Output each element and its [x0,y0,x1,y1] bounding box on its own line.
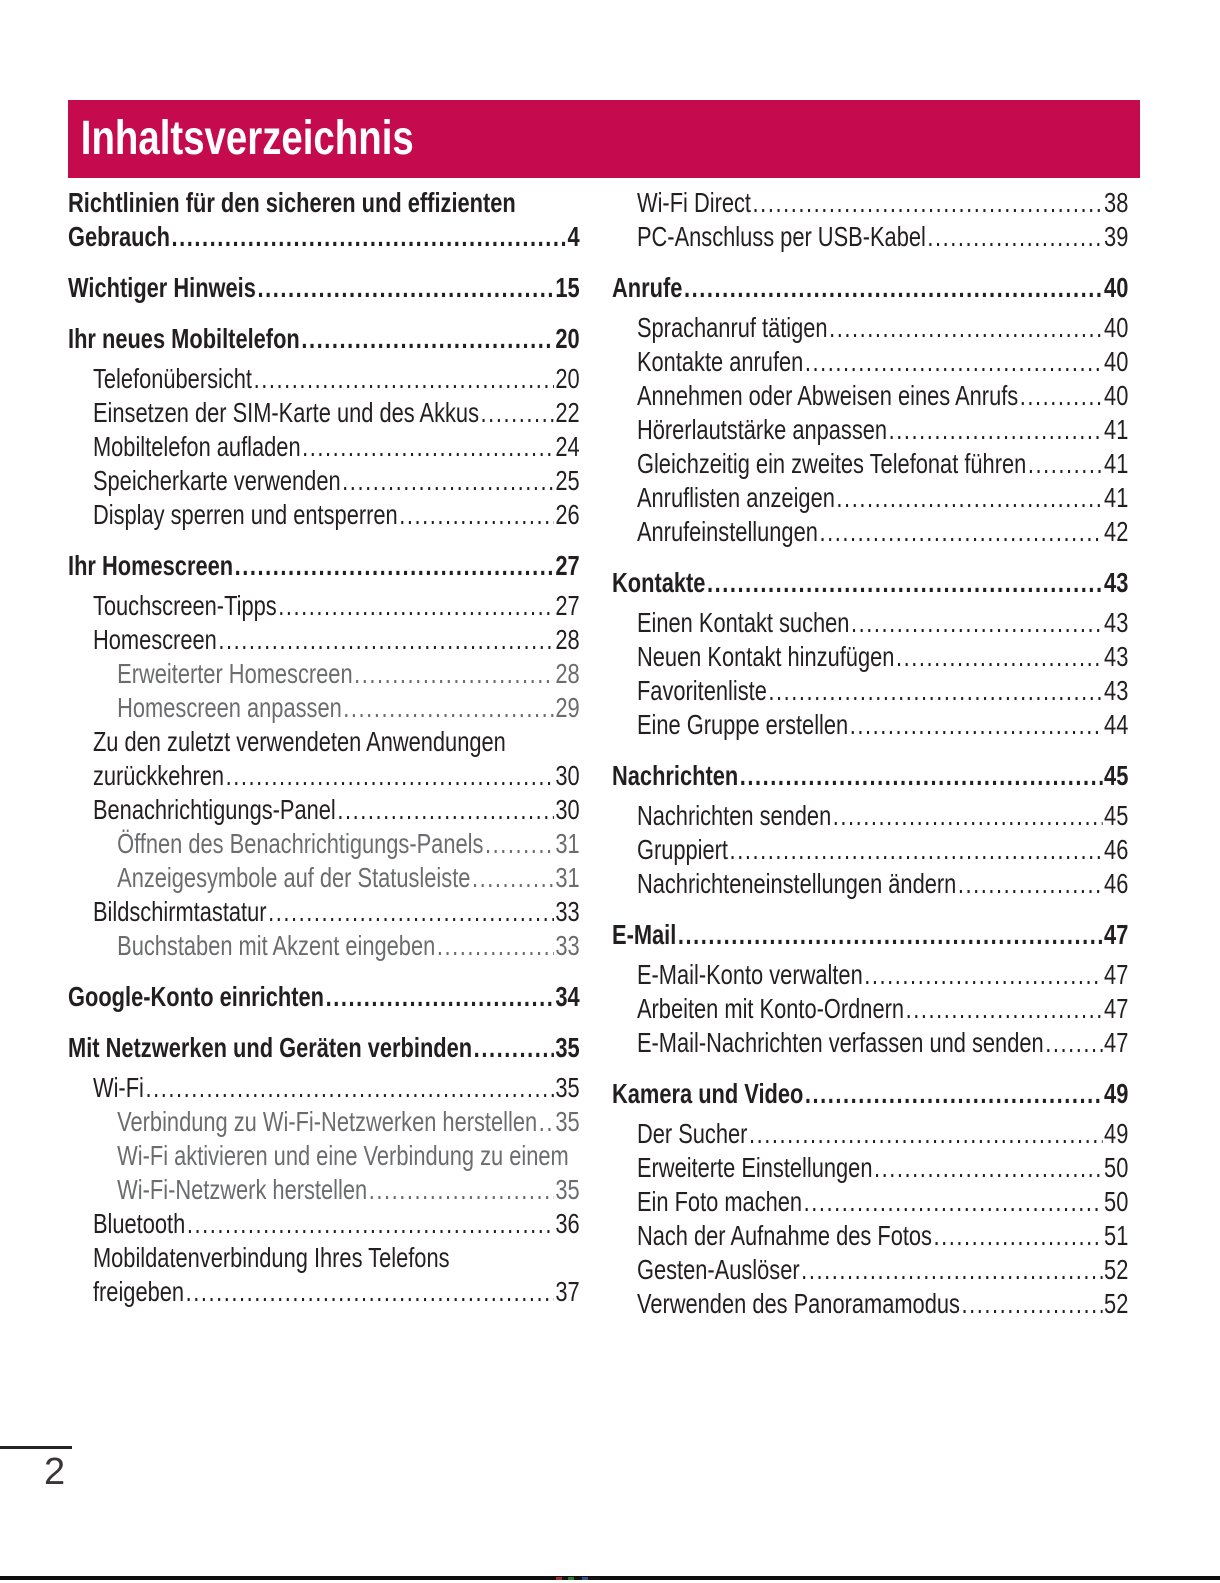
toc-entry [612,186,1128,220]
toc-entry-page: 49 [1104,1118,1129,1149]
toc-entry-row [68,980,580,1014]
toc-entry [612,447,1128,481]
toc-column-left [68,186,580,1309]
toc-entry-label: Mit Netzwerken und Geräten verbinden [68,1032,473,1063]
dot-leader [278,589,554,623]
toc-column-right [612,186,1128,1321]
toc-entry-label: Kontakte anrufen [636,346,804,377]
dot-leader [819,515,1102,549]
toc-entry [68,464,580,498]
toc-entry-label: Anrufe [612,272,683,303]
toc-entry [68,895,580,929]
dot-leader [343,691,554,725]
toc-entry-row [637,992,1128,1026]
toc-entry-page: 39 [1104,221,1129,252]
toc-entry-page: 40 [1104,346,1129,377]
dot-leader [342,464,554,498]
toc-entry-page: 30 [555,794,580,825]
page-number: 2 [44,1451,66,1493]
toc-entry-page: 41 [1104,448,1129,479]
dot-leader [961,1287,1102,1321]
toc-entry-page: 26 [555,499,580,530]
dot-leader [485,827,554,861]
toc-entry-label: Buchstaben mit Akzent eingeben [117,930,436,961]
dot-leader [235,549,554,583]
toc-entry-label: Kontakte [612,567,706,598]
toc-entry-label: freigeben [92,1276,185,1307]
toc-entry-label: Benachrichtigungs-Panel [92,794,336,825]
page-title: Inhaltsverzeichnis [80,112,414,165]
toc-entry-row [93,1207,580,1241]
toc-entry-row [637,379,1128,413]
toc-entry-page: 45 [1104,760,1129,791]
dot-leader [218,623,553,657]
toc-entry [612,833,1128,867]
toc-entry [68,271,580,305]
dot-leader [187,1207,554,1241]
toc-entry-label: E-Mail-Konto verwalten [636,959,863,990]
toc-entry-row [117,1173,580,1207]
page-number-tab [0,1446,72,1494]
toc-entry-label: Einsetzen der SIM-Karte und des Akkus [92,397,479,428]
toc-entry [612,220,1128,254]
toc-entry-page: 42 [1104,516,1129,547]
dot-leader [474,1031,554,1065]
toc-entry-page: 35 [555,1072,580,1103]
toc-entry-label: Anruflisten anzeigen [636,482,835,513]
toc-entry-row [637,708,1128,742]
dot-leader [1045,1026,1102,1060]
toc-entry [612,311,1128,345]
dot-leader [740,759,1103,793]
toc-entry-page: 25 [555,465,580,496]
toc-entry-row [637,867,1128,901]
toc-entry-page: 31 [555,862,580,893]
toc-entry-page: 24 [555,431,580,462]
toc-entry-row [117,929,580,963]
toc-entry-page: 47 [1104,959,1129,990]
toc-entry-label: Ein Foto machen [636,1186,803,1217]
toc-entry-row [637,345,1128,379]
toc-entry [68,1071,580,1105]
toc-entry [68,1105,580,1139]
toc-entry-row [637,1185,1128,1219]
toc-entry-page: 36 [555,1208,580,1239]
toc-entry-row [637,606,1128,640]
toc-entry-page: 41 [1104,414,1129,445]
dot-leader [399,498,554,532]
toc-entry-label: E-Mail [612,919,677,950]
toc-entry-row [68,549,580,583]
toc-entry-page: 47 [1104,993,1129,1024]
toc-entry-label: Speicherkarte verwenden [92,465,341,496]
dot-leader [829,311,1102,345]
toc-entry-page: 28 [555,658,580,689]
toc-entry [68,1207,580,1241]
toc-entry [612,1253,1128,1287]
dot-leader [437,929,554,963]
toc-entry-page: 40 [1104,380,1129,411]
toc-entry-row [637,958,1128,992]
toc-entry [612,799,1128,833]
toc-entry-row [93,498,580,532]
toc-entry-row [637,1151,1128,1185]
toc-entry-row [637,413,1128,447]
dot-leader [934,1219,1103,1253]
toc-column-right-content [612,186,1128,1321]
toc-entry-page: 45 [1104,800,1129,831]
toc-entry [68,322,580,356]
toc-entry [612,867,1128,901]
toc-entry-label: Gesten-Auslöser [636,1254,800,1285]
toc-entry-page: 22 [555,397,580,428]
toc-entry-label: Bildschirmtastatur [92,896,267,927]
toc-entry-row [637,833,1128,867]
toc-entry-label: Erweiterter Homescreen [117,658,353,689]
toc-entry [68,186,580,254]
toc-entry-row [117,827,580,861]
toc-entry-page: 43 [1104,607,1129,638]
toc-entry-row [68,1031,580,1065]
toc-entry-label: PC-Anschluss per USB-Kabel [636,221,926,252]
toc-entry-label: Eine Gruppe erstellen [636,709,849,740]
toc-entry-wrap-line: Wi-Fi aktivieren und eine Verbindung zu einem [117,1140,569,1171]
toc-entry [68,498,580,532]
toc-entry-label: Bluetooth [92,1208,186,1239]
toc-entry-row [637,481,1128,515]
toc-entry-label: Gruppiert [636,834,729,865]
toc-entry-label: Homescreen [92,624,217,655]
toc-entry-page: 38 [1104,187,1129,218]
dot-leader [851,606,1102,640]
toc-entry-page: 50 [1104,1152,1129,1183]
toc-entry [68,549,580,583]
toc-entry-label: Sprachanruf tätigen [636,312,828,343]
toc-entry-label: Homescreen anpassen [117,692,342,723]
toc-entry [612,1026,1128,1060]
toc-entry-label: Favoritenliste [636,675,767,706]
dot-leader [257,271,553,305]
toc-entry-row [93,430,580,464]
toc-entry-row [637,799,1128,833]
toc-entry-row [612,566,1128,600]
toc-entry-label: Anrufeinstellungen [636,516,818,547]
toc-entry-label: Ihr neues Mobiltelefon [68,323,300,354]
toc-entry-row [637,1253,1128,1287]
bottom-rule [0,1576,1220,1580]
toc-entry [612,1185,1128,1219]
dot-leader [684,271,1103,305]
toc-entry-row [117,1105,580,1139]
toc-entry-row [93,1071,580,1105]
toc-entry [612,481,1128,515]
dot-leader [801,1253,1102,1287]
dot-leader [805,345,1103,379]
dot-leader [186,1275,554,1309]
toc-column-left-content [68,186,580,1309]
toc-entry-page: 46 [1104,868,1129,899]
dot-leader [958,867,1103,901]
toc-entry-page: 31 [555,828,580,859]
dot-leader [172,220,566,254]
dot-leader [226,759,554,793]
dot-leader [1028,447,1103,481]
toc-entry-label: Hörerlautstärke anpassen [636,414,888,445]
toc-entry-label: Öffnen des Benachrichtigungs-Panels [117,828,484,859]
toc-entry [68,793,580,827]
dot-leader [145,1071,553,1105]
dot-leader [896,640,1103,674]
toc-entry-label: Gleichzeitig ein zweites Telefonat führen [636,448,1027,479]
toc-entry-label: Arbeiten mit Konto-Ordnern [636,993,905,1024]
toc-entry-label: E-Mail-Nachrichten verfassen und senden [636,1027,1044,1058]
toc-entry-label: Nachrichteneinstellungen ändern [636,868,957,899]
toc-entry-page: 35 [555,1174,580,1205]
toc-entry-label: Kamera und Video [612,1078,804,1109]
toc-entry [68,980,580,1014]
toc-entry [612,1077,1128,1111]
dot-leader [804,1185,1103,1219]
toc-entry-page: 35 [555,1106,580,1137]
toc-entry-row [612,1077,1128,1111]
toc-entry-label: Wi-Fi [92,1072,144,1103]
dot-leader [889,413,1103,447]
dot-leader [268,895,554,929]
toc-entry-row [68,220,580,254]
toc-entry-page: 28 [555,624,580,655]
toc-entry-page: 33 [555,930,580,961]
dot-leader [326,980,554,1014]
toc-entry-label: Gebrauch [68,221,170,252]
toc-entry-page: 30 [555,760,580,791]
toc-entry [68,691,580,725]
toc-entry [68,430,580,464]
toc-entry-row [117,861,580,895]
toc-entry [612,413,1128,447]
toc-entry [612,918,1128,952]
toc-entry [68,1241,580,1309]
dot-leader [1020,379,1103,413]
dot-leader [836,481,1102,515]
toc-entry-label: zurückkehren [92,760,225,791]
toc-entry-row [93,396,580,430]
toc-entry [68,1139,580,1207]
toc-entry-page: 46 [1104,834,1129,865]
toc-entry-row [93,464,580,498]
toc-entry-row [93,623,580,657]
toc-entry-row [93,589,580,623]
toc-entry-page: 40 [1104,312,1129,343]
toc-entry-page: 40 [1104,272,1129,303]
toc-entry-row [68,271,580,305]
toc-entry-row [93,1275,580,1309]
toc-entry-page: 4 [567,221,580,252]
toc-entry [68,396,580,430]
toc-entry [68,623,580,657]
toc-entry-page: 52 [1104,1254,1129,1285]
toc-entry-row [117,657,580,691]
toc-entry-page: 37 [555,1276,580,1307]
toc-entry-row [637,640,1128,674]
dot-leader [254,362,554,396]
toc-entry-label: Anzeigesymbole auf der Statusleiste [117,862,471,893]
toc-entry-label: Google-Konto einrichten [68,981,325,1012]
toc-entry [68,929,580,963]
dot-leader [730,833,1103,867]
toc-entry-label: Der Sucher [636,1118,748,1149]
dot-leader [753,186,1103,220]
toc-entry [612,1151,1128,1185]
toc-entry-page: 27 [555,590,580,621]
toc-entry-page: 34 [555,981,580,1012]
toc-entry-page: 52 [1104,1288,1129,1319]
toc-entry [68,657,580,691]
toc-entry [612,992,1128,1026]
toc-entry [612,379,1128,413]
toc-entry [612,566,1128,600]
dot-leader [850,708,1103,742]
toc-entry-row [637,1219,1128,1253]
toc-entry-page: 41 [1104,482,1129,513]
toc-entry-page: 47 [1104,919,1129,950]
dot-leader [749,1117,1103,1151]
toc-entry-page: 47 [1104,1027,1129,1058]
dot-leader [481,396,554,430]
toc-entry-page: 33 [555,896,580,927]
dot-leader [301,322,553,356]
toc-entry [612,640,1128,674]
dot-leader [369,1173,554,1207]
toc-entry-row [93,362,580,396]
dot-leader [906,992,1103,1026]
toc-entry-row [637,447,1128,481]
toc-entry-row [637,186,1128,220]
toc-entry-row [637,674,1128,708]
toc-entry-label: Verwenden des Panoramamodus [636,1288,960,1319]
toc-entry-wrap-line: Zu den zuletzt verwendeten Anwendungen [92,726,506,757]
toc-entry-row [637,311,1128,345]
dot-leader [927,220,1102,254]
toc-entry-label: Wichtiger Hinweis [68,272,256,303]
dot-leader [539,1105,554,1139]
toc-entry-row [637,1117,1128,1151]
dot-leader [707,566,1102,600]
toc-entry-label: Verbindung zu Wi-Fi-Netzwerken herstellen [117,1106,538,1137]
toc-entry-page: 50 [1104,1186,1129,1217]
toc-entry [68,1031,580,1065]
toc-entry-row [93,895,580,929]
toc-entry-row [93,759,580,793]
toc-entry [68,725,580,793]
toc-entry-page: 29 [555,692,580,723]
dot-leader [768,674,1102,708]
toc-entry-row [637,515,1128,549]
toc-entry-label: Wi-Fi-Netzwerk herstellen [117,1174,368,1205]
toc-entry-label: Annehmen oder Abweisen eines Anrufs [636,380,1019,411]
toc-entry-page: 51 [1104,1220,1129,1251]
toc-entry-label: Einen Kontakt suchen [636,607,850,638]
toc-entry [68,362,580,396]
dot-leader [833,799,1103,833]
toc-entry-row [637,1287,1128,1321]
chapter-header-bar [68,100,1140,178]
toc-entry-label: Ihr Homescreen [68,550,234,581]
dot-leader [302,430,554,464]
toc-entry [612,708,1128,742]
dot-leader [354,657,554,691]
toc-entry-row [612,759,1128,793]
dot-leader [337,793,553,827]
toc-entry-label: Nachrichten senden [636,800,832,831]
toc-entry-page: 35 [555,1032,580,1063]
toc-entry [612,1287,1128,1321]
toc-entry [612,958,1128,992]
toc-entry-page: 49 [1104,1078,1129,1109]
toc-entry-wrap-line: Richtlinien für den sicheren und effizienten [68,187,516,218]
toc-entry-row [612,918,1128,952]
toc-entry-wrap-line: Mobildatenverbindung Ihres Telefons [92,1242,450,1273]
toc-entry-label: Neuen Kontakt hinzufügen [636,641,895,672]
toc-entry-label: Telefonübersicht [92,363,253,394]
toc-entry-row [612,271,1128,305]
toc-entry-row [637,220,1128,254]
toc-entry [612,345,1128,379]
toc-entry-label: Touchscreen-Tipps [92,590,277,621]
toc-entry-label: Display sperren und entsperren [92,499,398,530]
toc-entry [612,271,1128,305]
toc-entry [68,589,580,623]
toc-entry-row [93,793,580,827]
toc-entry-label: Nachrichten [612,760,739,791]
dot-leader [864,958,1102,992]
toc-entry-page: 20 [555,323,580,354]
toc-entry-label: Wi-Fi Direct [636,187,751,218]
print-registration-marks [556,1577,600,1580]
dot-leader [472,861,554,895]
toc-entry-row [68,322,580,356]
toc-entry [612,674,1128,708]
toc-entry [68,861,580,895]
toc-entry-page: 43 [1104,675,1129,706]
toc-entry [68,827,580,861]
toc-entry-row [637,1026,1128,1060]
toc-entry-page: 43 [1104,641,1129,672]
toc-entry-label: Erweiterte Einstellungen [636,1152,873,1183]
dot-leader [678,918,1103,952]
toc-entry-page: 44 [1104,709,1129,740]
toc-entry-row [117,691,580,725]
toc-entry [612,606,1128,640]
toc-entry [612,1219,1128,1253]
toc-entry-page: 27 [555,550,580,581]
toc-entry [612,1117,1128,1151]
dot-leader [805,1077,1103,1111]
toc-entry-page: 20 [555,363,580,394]
toc-entry-page: 43 [1104,567,1129,598]
dot-leader [874,1151,1102,1185]
toc-entry-label: Mobiltelefon aufladen [92,431,301,462]
toc-entry [612,759,1128,793]
toc-entry [612,515,1128,549]
toc-entry-page: 15 [555,272,580,303]
toc-entry-label: Nach der Aufnahme des Fotos [636,1220,932,1251]
